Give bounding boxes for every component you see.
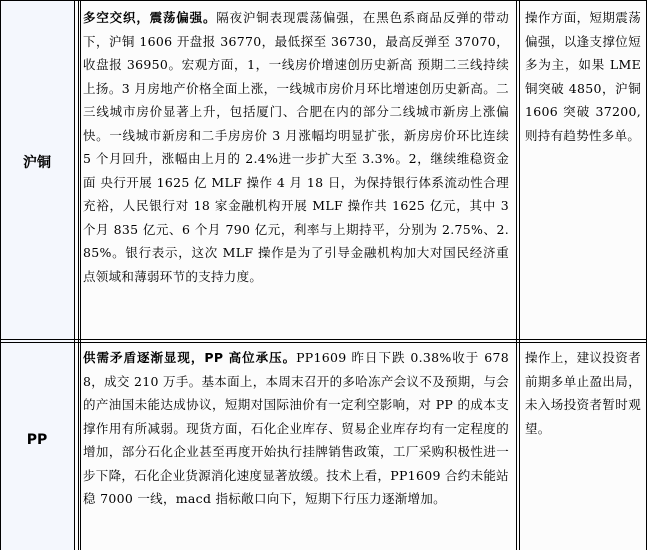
column-divider	[80, 0, 81, 550]
advice-text: 操作方面，短期震荡偏强，以逢支撑位短多为主，如果 LME 铜突破 4850，沪铜 1606 突破 37200,则持有趋势性多单。	[525, 10, 641, 143]
analysis-body: PP1609 昨日下跌 0.38%收于 6788，成交 210 万手。基本面上，本周末召开的多哈冻产会议不及预期，与会的产油国未能达成协议，短期对国际油价有一定利空影响，对 PP 的成本支撑作用有所减弱。现货方面，石化企业库存、贸易企业库存均有一定程度的增加，部分石化企业甚至再度开始执行挂牌销售政策，工厂采购积极性进一步下降，石化企业货源消化速度显著放缓。技术上看，PP1609 合约未能站稳 7000 一线，macd 指标敞口向下，短期下行压力逐渐增加。	[83, 350, 509, 506]
row-label: PP	[26, 432, 48, 448]
column-divider	[519, 0, 520, 550]
analysis-body: 隔夜沪铜表现震荡偏强，在黑色系商品反弹的带动下，沪铜 1606 开盘报 36770，最低探至 36730，最高反弹至 37070，收盘报 36950。宏观方面，1，一线房价增速创历史新高 预期二三线持续上扬。3 月房地产价格全面上涨，一线城市房价月环比增速创历史新高。二三线城市房价显著上升，包括厦门、合肥在内的部分二线城市新房上涨偏快。一线城市新房和二手房房价 3 月涨幅均明显扩张，新房房价环比连续 5 个月回升，涨幅由上月的 2.4%进一步扩大至 3.3%。2，继续维稳资金面 央行开展 1625 亿 MLF 操作 4 月 18 日，为保持银行体系流动性合理充裕，人民银行对 18 家金融机构开展 MLF 操作共 1625 亿元，其中 3 个月 835 亿元、6 个月 790 亿元，利率与上期持平，分别为 2.75%、2.85%。银行表示，这次 MLF 操作是为了引导金融机构加大对国民经济重点领域和薄弱环节的支持力度。	[83, 10, 509, 284]
analysis-cell	[75, 340, 517, 550]
table-border-top	[0, 0, 647, 1]
table-row-pp	[0, 340, 647, 550]
analysis-headline: 多空交织，震荡偏强。	[83, 10, 217, 25]
analysis-text	[83, 6, 509, 288]
analysis-text	[83, 346, 509, 511]
advice-cell	[517, 0, 647, 340]
column-divider	[78, 0, 79, 550]
column-divider	[516, 0, 517, 550]
analysis-cell	[75, 0, 517, 340]
table-border-left	[0, 0, 1, 550]
advice-cell	[517, 340, 647, 550]
row-label: 沪铜	[23, 155, 51, 171]
analysis-headline: 供需矛盾逐渐显现，PP 高位承压。	[83, 350, 297, 365]
row-label-cell	[0, 340, 75, 550]
advice-text: 操作上，建议投资者前期多单止盈出局，未入场投资者暂时观望。	[525, 350, 641, 436]
row-label-cell	[0, 0, 75, 340]
row-divider	[0, 339, 647, 340]
row-divider	[0, 342, 647, 343]
